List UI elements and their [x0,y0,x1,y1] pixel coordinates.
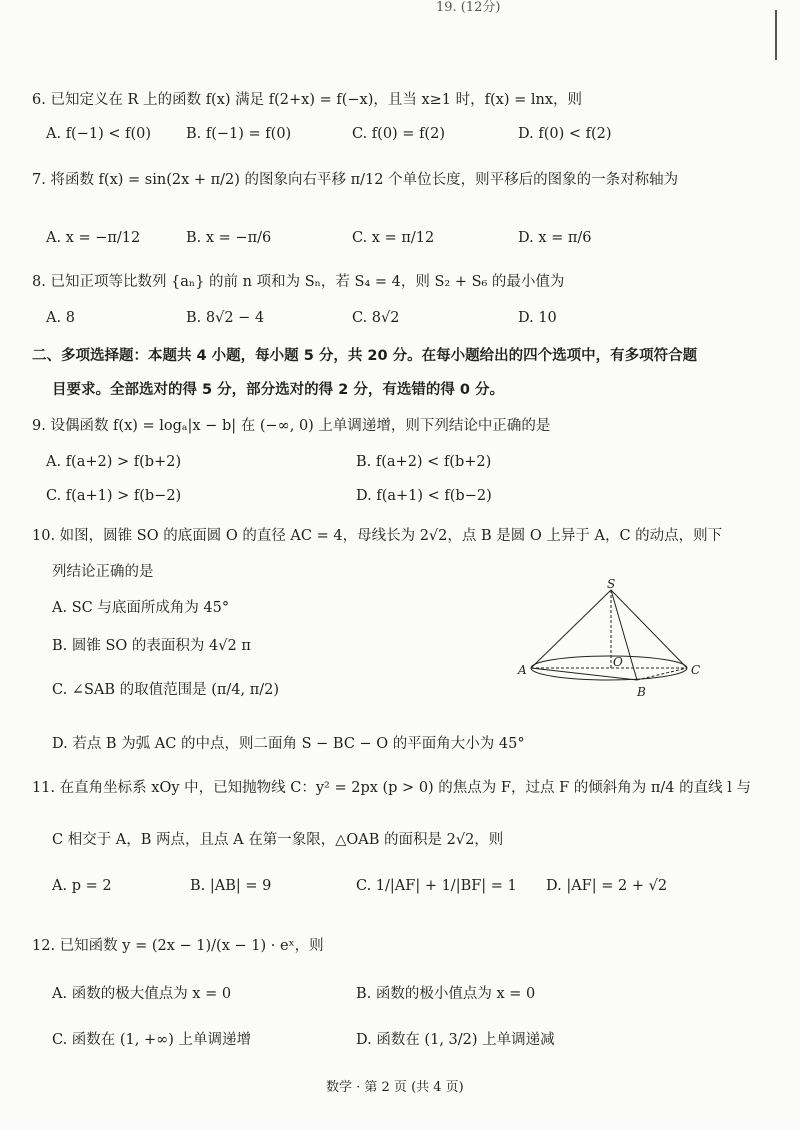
q7-option-d: D. x = π/6 [518,230,592,246]
cone-chord-ab [531,668,637,680]
q7-option-b: B. x = −π/6 [186,230,272,246]
section-2-header-line1: 二、多项选择题：本题共 4 小题，每小题 5 分，共 20 分。在每小题给出的四个选项中，有多项符合题 [32,348,698,364]
q10-option-b: B. 圆锥 SO 的表面积为 4√2 π [52,638,251,654]
header-fragment: 19. (12分) [436,0,501,15]
question-6-stem: 6. 已知定义在 R 上的函数 f(x) 满足 f(2+x) = f(−x)，且当 x≥1 时，f(x) = lnx，则 [32,92,583,108]
q8-option-b: B. 8√2 − 4 [186,310,265,326]
q10-option-d: D. 若点 B 为弧 AC 的中点，则二面角 S − BC − O 的平面角大小为 45° [52,736,525,752]
question-9-stem: 9. 设偶函数 f(x) = logₐ|x − b| 在 (−∞, 0) 上单调递增，则下列结论中正确的是 [32,418,551,434]
q8-option-d: D. 10 [518,310,557,326]
q6-option-d: D. f(0) < f(2) [518,126,612,142]
q11-option-b: B. |AB| = 9 [190,878,272,894]
question-12-stem: 12. 已知函数 y = (2x − 1)/(x − 1) · eˣ，则 [32,938,324,954]
q6-option-b: B. f(−1) = f(0) [186,126,292,142]
question-11-stem-line1: 11. 在直角坐标系 xOy 中，已知抛物线 C：y² = 2px (p > 0) 的焦点为 F，过点 F 的倾斜角为 π/4 的直线 l 与 [32,780,751,796]
q12-option-a: A. 函数的极大值点为 x = 0 [52,986,232,1002]
q10-option-a: A. SC 与底面所成角为 45° [52,600,230,616]
q12-option-b: B. 函数的极小值点为 x = 0 [356,986,536,1002]
q9-option-c: C. f(a+1) > f(b−2) [46,488,182,504]
label-b: B [637,685,646,699]
q7-option-a: A. x = −π/12 [46,230,141,246]
label-o: O [613,655,623,669]
q11-option-a: A. p = 2 [52,878,112,894]
q8-option-a: A. 8 [46,310,75,326]
question-7-stem: 7. 将函数 f(x) = sin(2x + π/2) 的图象向右平移 π/12 个单位长度，则平移后的图象的一条对称轴为 [32,172,679,188]
cone-chord-bc [637,668,687,680]
q8-option-c: C. 8√2 [352,310,400,326]
q11-option-d: D. |AF| = 2 + √2 [546,878,668,894]
page-footer: 数学 · 第 2 页 (共 4 页) [326,1080,464,1095]
q6-option-c: C. f(0) = f(2) [352,126,445,142]
question-10-stem-line1: 10. 如图，圆锥 SO 的底面圆 O 的直径 AC = 4，母线长为 2√2，点 B 是圆 O 上异于 A，C 的动点，则下 [32,528,723,544]
q9-option-b: B. f(a+2) < f(b+2) [356,454,492,470]
q11-option-c: C. 1/|AF| + 1/|BF| = 1 [356,878,517,894]
label-a: A [518,663,527,677]
question-8-stem: 8. 已知正项等比数列 {aₙ} 的前 n 项和为 Sₙ，若 S₄ = 4，则 S₂ + S₆ 的最小值为 [32,274,565,290]
scan-edge-mark [775,10,777,60]
label-c: C [691,663,701,677]
q7-option-c: C. x = π/12 [352,230,435,246]
q10-option-c: C. ∠SAB 的取值范围是 (π/4, π/2) [52,682,280,698]
q12-option-d: D. 函数在 (1, 3/2) 上单调递减 [356,1032,555,1048]
q6-option-a: A. f(−1) < f(0) [46,126,152,142]
q9-option-a: A. f(a+2) > f(b+2) [46,454,182,470]
cone-figure [515,578,705,708]
question-11-stem-line2: C 相交于 A，B 两点，且点 A 在第一象限，△OAB 的面积是 2√2，则 [52,832,504,848]
label-s: S [607,578,616,591]
section-2-header-line2: 目要求。全部选对的得 5 分，部分选对的得 2 分，有选错的得 0 分。 [52,382,505,398]
q9-option-d: D. f(a+1) < f(b−2) [356,488,492,504]
question-10-stem-line2: 列结论正确的是 [52,564,154,580]
q12-option-c: C. 函数在 (1, +∞) 上单调递增 [52,1032,251,1048]
